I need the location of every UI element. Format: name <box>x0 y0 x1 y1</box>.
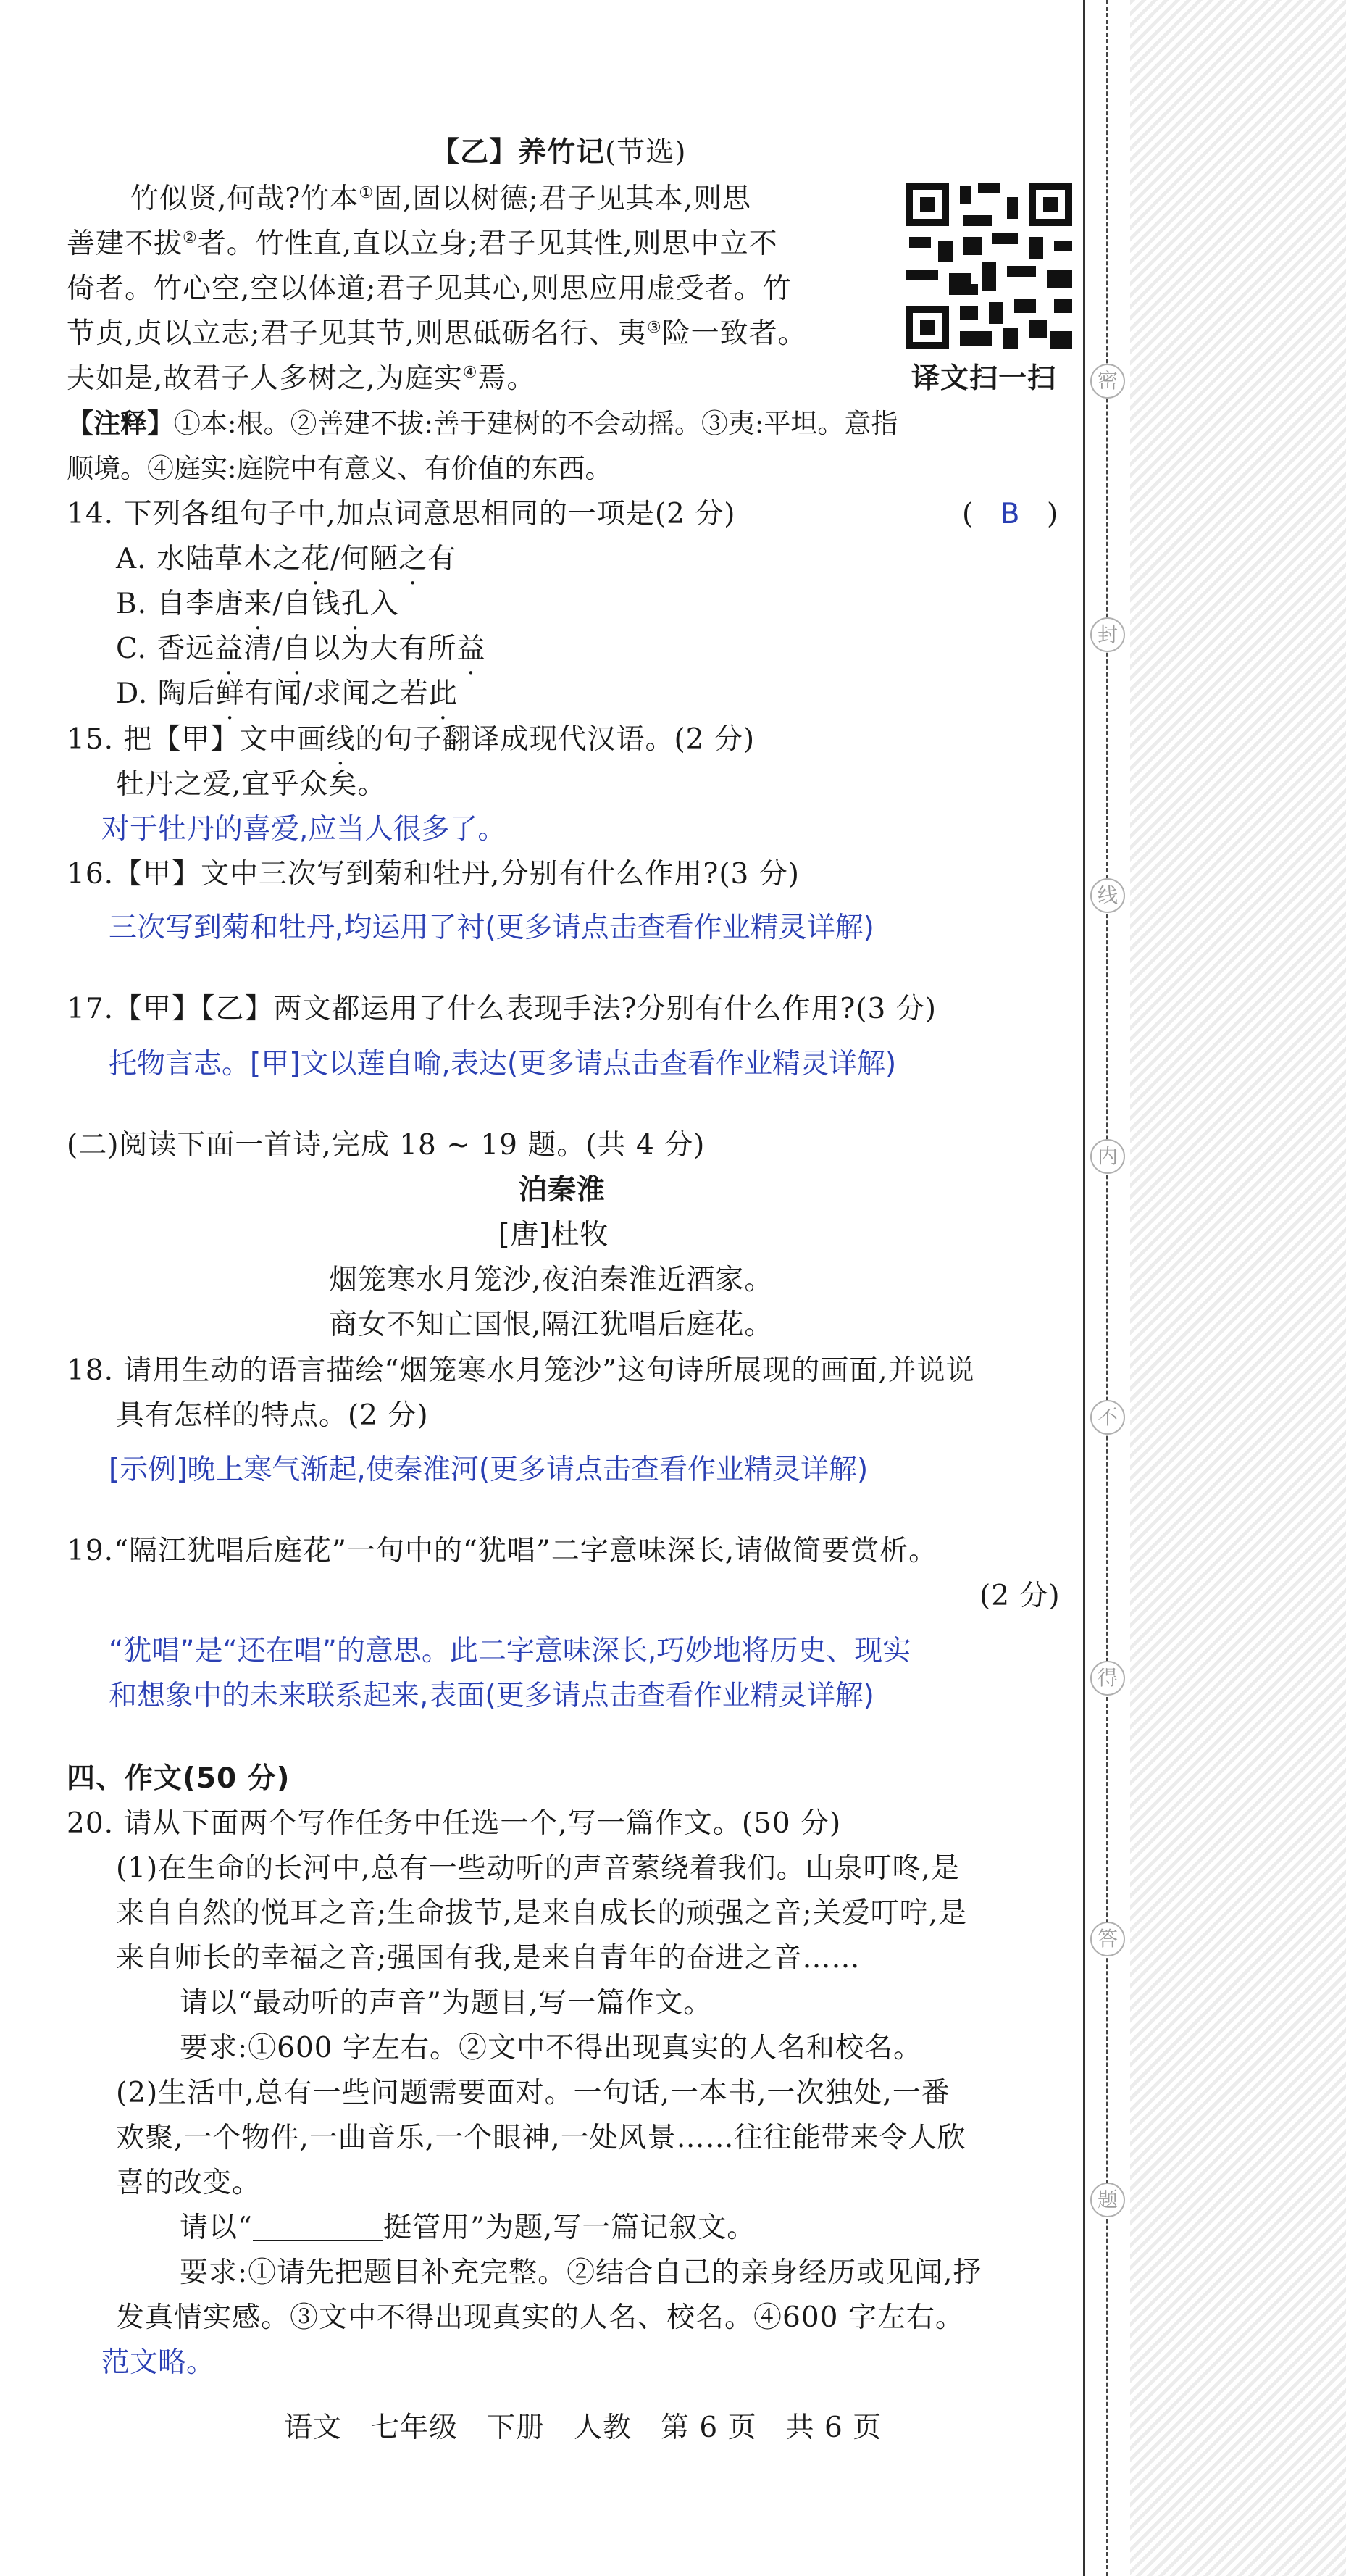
q14-stem: 14. 下列各组句子中,加点词意思相同的一项是(2 分) <box>67 498 736 530</box>
qr-code-icon[interactable] <box>906 183 1072 349</box>
q20-stem: 20. 请从下面两个写作任务中任选一个,写一篇作文。(50 分) <box>67 1807 842 1840</box>
q19-answer-line-1: “犹唱”是“还在唱”的意思。此二字意味深长,巧妙地将历史、现实 <box>109 1635 911 1667</box>
q17-stem: 17.【甲】【乙】两文都运用了什么表现手法?分别有什么作用?(3 分) <box>67 993 937 1025</box>
title-blank[interactable] <box>253 2211 383 2241</box>
notes-line-2: 顺境。④庭实:庭院中有意义、有价值的东西。 <box>67 453 612 484</box>
seal-char: 线 <box>1090 878 1125 913</box>
passage-b-title: 【乙】养竹记(节选) <box>431 136 687 169</box>
passage-b-line-5: 夫如是,故君子人多树之,为庭实④焉。 <box>67 362 536 395</box>
q20-task1-line-1: (1)在生命的长河中,总有一些动听的声音萦绕着我们。山泉叮咚,是 <box>116 1852 961 1885</box>
seal-char: 密 <box>1090 364 1125 399</box>
q20-task1-line-2: 来自自然的悦耳之音;生命拔节,是来自成长的顽强之音;关爱叮咛,是 <box>116 1897 968 1930</box>
q20-task1-line-3: 来自师长的幸福之音;强国有我,是来自青年的奋进之音…… <box>116 1942 861 1975</box>
passage-b-line-4: 节贞,贞以立志;君子见其节,则思砥砺名行、夷③险一致者。 <box>67 317 807 350</box>
page-footer: 语文 七年级 下册 人教 第 6 页 共 6 页 <box>284 2412 882 2444</box>
seal-char: 答 <box>1090 1922 1125 1956</box>
q16-answer[interactable]: 三次写到菊和牡丹,均运用了衬(更多请点击查看作业精灵详解) <box>109 912 874 944</box>
q18-stem-line-2: 具有怎样的特点。(2 分) <box>116 1399 429 1432</box>
q18-stem-line-1: 18. 请用生动的语言描绘“烟笼寒水月笼沙”这句诗所展现的画面,并说说 <box>67 1354 975 1387</box>
q20-task2-requirements-line-2: 发真情实感。③文中不得出现真实的人名、校名。④600 字左右。 <box>116 2301 964 2334</box>
passage-b-line-3: 倚者。竹心空,空以体道;君子见其心,则思应用虚受者。竹 <box>67 272 792 305</box>
passage-b-line-1: 竹似贤,何哉?竹本①固,固以树德;君子见其本,则思 <box>130 183 751 215</box>
seal-char: 封 <box>1090 617 1125 652</box>
binding-hatch-area <box>1130 0 1346 2576</box>
q15-sentence: 牡丹之爱,宜乎众矣。 <box>116 768 387 801</box>
seal-char: 内 <box>1090 1139 1125 1174</box>
q14-answer-box: ( B ) <box>962 492 1058 537</box>
section-2-heading: (二)阅读下面一首诗,完成 18 ~ 19 题。(共 4 分) <box>67 1129 706 1162</box>
q20-task2-prompt: 请以“ 挺管用”为题,写一篇记叙文。 <box>180 2212 756 2244</box>
notes-line-1: 【注释】①本:根。②善建不拔:善于建树的不会动摇。③夷:平坦。意指 <box>67 408 898 439</box>
q20-task2-requirements-line-1: 要求:①请先把题目补充完整。②结合自己的亲身经历或见闻,抒 <box>180 2256 982 2289</box>
q14-option-d[interactable]: D. 陶后鲜有闻/求闻之若此 <box>116 678 458 710</box>
poem-author: [唐]杜牧 <box>498 1219 609 1251</box>
q15-stem: 15. 把【甲】文中画线的句子翻译成现代汉语。(2 分) <box>67 723 756 756</box>
q14-option-b[interactable]: B. 自李唐来/自钱孔入 <box>116 588 399 620</box>
q20-task2-line-3: 喜的改变。 <box>116 2167 262 2199</box>
binding-solid-line <box>1083 0 1085 2576</box>
q20-task2-line-1: (2)生活中,总有一些问题需要面对。一句话,一本书,一次独处,一番 <box>116 2077 950 2109</box>
qr-caption: 译文扫一扫 <box>911 362 1057 395</box>
passage-b-line-2: 善建不拔②者。竹性直,直以立身;君子见其性,则思中立不 <box>67 228 778 260</box>
q19-answer-line-2[interactable]: 和想象中的未来联系起来,表面(更多请点击查看作业精灵详解) <box>109 1680 874 1712</box>
q14-option-c[interactable]: C. 香远益清/自以为大有所益 <box>116 633 486 665</box>
seal-char: 不 <box>1090 1400 1125 1435</box>
seal-char: 得 <box>1090 1661 1125 1696</box>
poem-title: 泊秦淮 <box>519 1174 606 1206</box>
q20-task1-prompt: 请以“最动听的声音”为题目,写一篇作文。 <box>180 1987 713 2019</box>
q18-answer[interactable]: [示例]晚上寒气渐起,使秦淮河(更多请点击查看作业精灵详解) <box>109 1454 869 1486</box>
q14-answer: B <box>1000 498 1021 530</box>
seal-char: 题 <box>1090 2183 1125 2217</box>
q20-task2-line-2: 欢聚,一个物件,一曲音乐,一个眼神,一处风景……往往能带来令人欣 <box>116 2122 966 2154</box>
q15-answer: 对于牡丹的喜爱,应当人很多了。 <box>101 813 506 846</box>
section-4-heading: 四、作文(50 分) <box>67 1762 290 1795</box>
q20-answer: 范文略。 <box>101 2346 215 2379</box>
q17-answer[interactable]: 托物言志。[甲]文以莲自喻,表达(更多请点击查看作业精灵详解) <box>109 1048 897 1080</box>
q19-stem: 19.“隔江犹唱后庭花”一句中的“犹唱”二字意味深长,请做简要赏析。 <box>67 1535 938 1567</box>
q19-score: (2 分) <box>979 1580 1061 1612</box>
poem-line-1: 烟笼寒水月笼沙,夜泊秦淮近酒家。 <box>329 1264 774 1296</box>
q16-stem: 16.【甲】文中三次写到菊和牡丹,分别有什么作用?(3 分) <box>67 858 800 891</box>
q14-option-a[interactable]: A. 水陆草木之花/何陋之有 <box>116 543 457 575</box>
q20-task1-requirements: 要求:①600 字左右。②文中不得出现真实的人名和校名。 <box>180 2032 922 2064</box>
poem-line-2: 商女不知亡国恨,隔江犹唱后庭花。 <box>329 1309 774 1341</box>
